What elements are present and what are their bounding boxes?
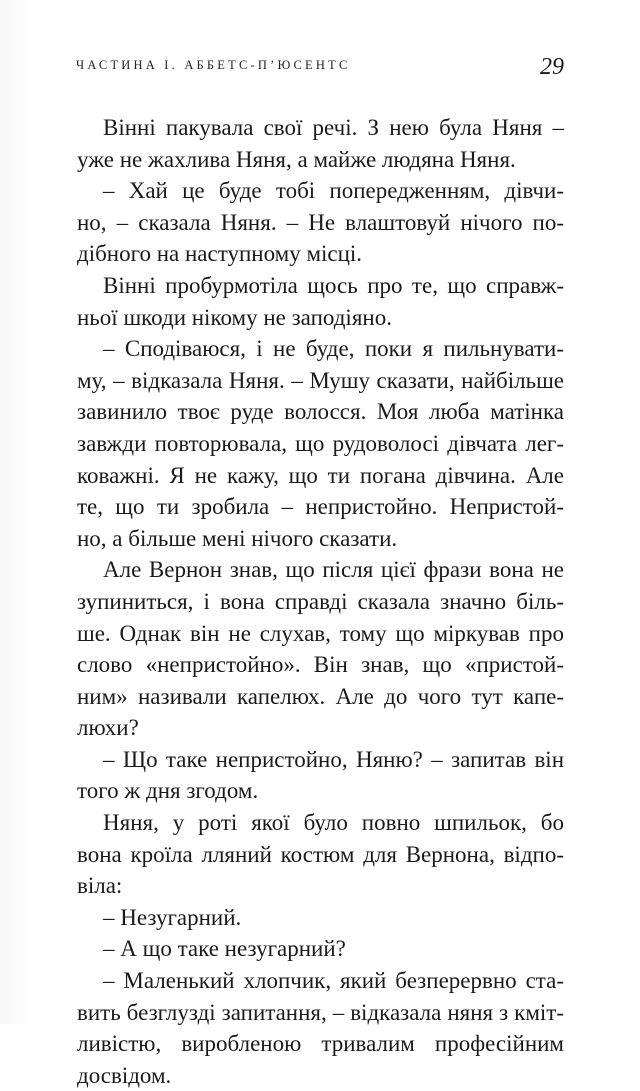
text-line: слово «непристойно». Він знав, що «пристой- (77, 652, 564, 678)
text-line: ше. Однак він не слухав, тому що міркував про (77, 620, 564, 646)
text-line: люхи? (77, 715, 139, 741)
text-line: – Хай це буде тобі попередженням, дівчи- (103, 178, 564, 204)
text-line: того ж дня згодом. (77, 778, 259, 804)
text-line: досвідом. (77, 1062, 172, 1088)
text-line: завжди повторювала, що рудоволосі дівчата лег- (77, 430, 564, 456)
text-line: ньої шкоди нікому не заподіяно. (77, 304, 392, 330)
text-line: віла: (77, 873, 123, 899)
text-line: – Що таке непристойно, Няню? – запитав він (103, 746, 564, 772)
text-line: завинило твоє руде волосся. Моя люба матінка (77, 399, 564, 425)
text-line: Вінні пробурмотіла щось про те, що справж- (103, 272, 564, 298)
text-line: Вінні пакувала свої речі. З нею була Няня – (103, 115, 564, 140)
text-line: те, що ти зробила – непристойно. Непристой- (77, 494, 564, 520)
text-line: – Маленький хлопчик, який безперервно ста- (103, 968, 564, 994)
text-line: Але Вернон знав, що після цієї фрази вона не (103, 557, 564, 583)
page-number: 29 (540, 54, 564, 80)
text-line: коважні. Я не кажу, що ти погана дівчина. Але (77, 462, 564, 488)
body-text (77, 112, 564, 1091)
text-line: ним» називали капелюх. Але до чого тут капе- (77, 683, 564, 709)
text-line: зупиниться, і вона справді сказала значно біль- (77, 588, 564, 614)
text-line: вона кроїла лляний костюм для Вернона, відпо- (77, 841, 564, 867)
text-line: – Незугарний. (103, 904, 242, 930)
running-title: ЧАСТИНА І. АББЕТС-П’ЮСЕНТС (76, 58, 351, 72)
text-line: дібного на наступному місці. (77, 241, 363, 267)
text-line: но, – сказала Няня. – Не влаштовуй нічого по- (77, 209, 564, 235)
text-line: но, а більше мені нічого сказати. (77, 525, 398, 551)
text-line: уже не жахлива Няня, а майже людяна Няня. (77, 146, 516, 172)
text-line: му, – відказала Няня. – Мушу сказати, найбільше (77, 367, 564, 393)
text-line: вить безглузді запитання, – відказала няня з кміт- (77, 999, 564, 1025)
text-line: – А що таке незугарний? (103, 936, 346, 962)
text-line: Няня, у роті якої було повно шпильок, бо (103, 810, 564, 836)
text-line: ливістю, виробленою тривалим професійним (77, 1031, 564, 1057)
text-line: – Сподіваюся, і не буде, поки я пильнувати- (103, 336, 564, 362)
running-header (76, 54, 564, 84)
